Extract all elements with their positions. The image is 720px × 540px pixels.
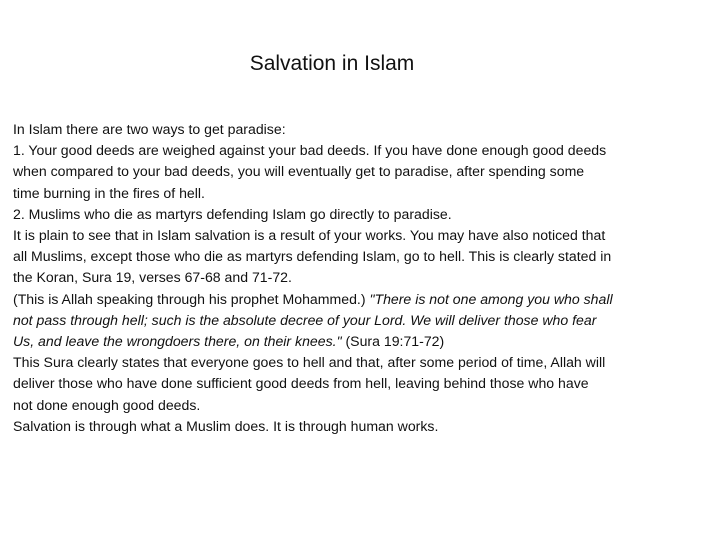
slide-body	[13, 119, 715, 437]
quote-line	[13, 289, 715, 310]
quote-text: not pass through hell; such is the absolute decree of your Lord. We will deliver those who fear	[13, 311, 597, 328]
body-line: all Muslims, except those who die as martyrs defending Islam, go to hell. This is clearly stated in	[13, 248, 612, 265]
body-line: It is plain to see that in Islam salvation is a result of your works. You may have also noticed that	[13, 227, 606, 244]
body-line: deliver those who have done sufficient good deeds from hell, leaving behind those who have	[13, 375, 589, 392]
body-line: when compared to your bad deeds, you will eventually get to paradise, after spending some	[13, 163, 585, 180]
body-line: This Sura clearly states that everyone goes to hell and that, after some period of time, Allah will	[13, 354, 606, 371]
quote-text: Us, and leave the wrongdoers there, on their knees."	[13, 333, 342, 350]
body-line: 1. Your good deeds are weighed against your bad deeds. If you have done enough good deeds	[13, 142, 607, 159]
body-line: In Islam there are two ways to get paradise:	[13, 121, 286, 137]
quote-text: "There is not one among you who shall	[369, 290, 613, 307]
quote-citation: (Sura 19:71-72)	[341, 333, 445, 350]
body-line: 2. Muslims who die as martyrs defending Islam go directly to paradise.	[13, 205, 452, 222]
body-line: time burning in the fires of hell.	[13, 184, 205, 201]
body-line: the Koran, Sura 19, verses 67-68 and 71-72.	[13, 269, 292, 286]
quote-prefix: (This is Allah speaking through his prophet Mohammed.)	[13, 290, 370, 307]
quote-line	[13, 331, 715, 352]
slide-title: Salvation in Islam	[249, 52, 415, 75]
body-line: Salvation is through what a Muslim does. It is through human works.	[13, 417, 439, 434]
body-line: not done enough good deeds.	[13, 396, 201, 413]
